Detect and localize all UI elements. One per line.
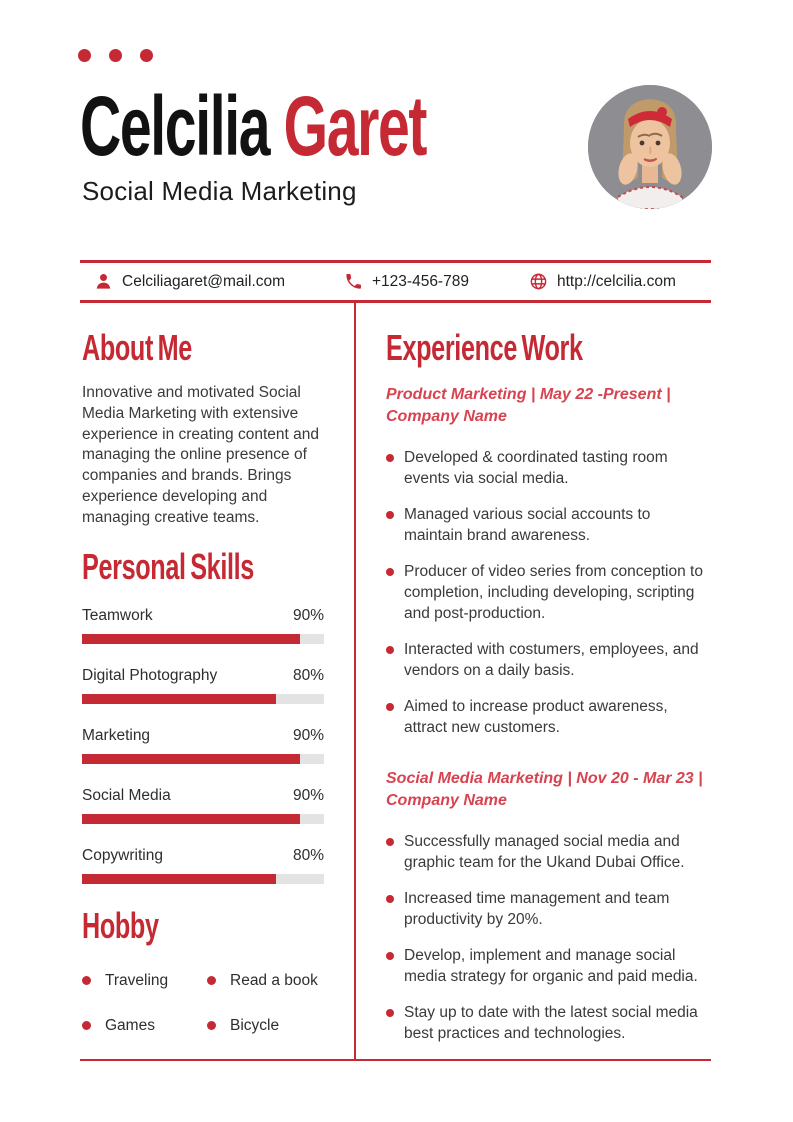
job-bullet bbox=[386, 696, 711, 738]
job-bullet bbox=[386, 504, 711, 546]
skill-bar-fill bbox=[82, 634, 300, 644]
bullet-dot-icon bbox=[386, 454, 394, 462]
skill-bar bbox=[82, 814, 324, 824]
content-columns bbox=[80, 302, 711, 1061]
bullet-text: Interacted with costumers, employees, and vendors on a daily basis. bbox=[404, 641, 699, 679]
job-bullet bbox=[386, 447, 711, 489]
bullet-dot-icon bbox=[386, 1009, 394, 1017]
job-heading bbox=[386, 768, 711, 811]
bullet-dot-icon bbox=[207, 976, 216, 985]
skill-label: Social Media bbox=[82, 786, 171, 804]
job-bullet bbox=[386, 888, 711, 930]
bullet-text: Successfully managed social media and graphic team for the Ukand Dubai Office. bbox=[404, 833, 685, 871]
skill-bar-fill bbox=[82, 874, 276, 884]
job-heading-line2: Company Name bbox=[386, 407, 507, 425]
bullet-dot-icon bbox=[386, 511, 394, 519]
hobby-item bbox=[207, 972, 324, 990]
bullet-text: Managed various social accounts to maintain brand awareness. bbox=[404, 506, 651, 544]
skill-label: Digital Photography bbox=[82, 666, 218, 684]
bullet-dot-icon bbox=[386, 895, 394, 903]
phone-text: +123-456-789 bbox=[372, 272, 469, 290]
first-name: Celcilia bbox=[80, 79, 270, 173]
website-text: http://celcilia.com bbox=[557, 272, 676, 290]
skill-label: Teamwork bbox=[82, 606, 153, 624]
skills-title: Personal Skills bbox=[82, 545, 254, 587]
skill-row bbox=[82, 607, 324, 644]
bullet-dot-icon bbox=[386, 952, 394, 960]
bullet-text: Develop, implement and manage social media strategy for organic and paid media. bbox=[404, 947, 698, 985]
bullet-dot-icon bbox=[386, 568, 394, 576]
skill-row bbox=[82, 787, 324, 824]
skill-percent: 90% bbox=[292, 786, 324, 804]
hobby-label: Read a book bbox=[230, 971, 318, 989]
job-bullet bbox=[386, 831, 711, 873]
bullet-dot-icon bbox=[82, 976, 91, 985]
hobby-item bbox=[82, 1017, 207, 1035]
person-name bbox=[80, 79, 427, 173]
skill-bar-fill bbox=[82, 694, 276, 704]
profile-photo bbox=[588, 85, 712, 209]
skill-bar bbox=[82, 754, 324, 764]
skill-label: Copywriting bbox=[82, 846, 163, 864]
about-title: About Me bbox=[82, 327, 192, 368]
skill-bar bbox=[82, 874, 324, 884]
right-column bbox=[356, 302, 711, 1059]
skill-percent: 90% bbox=[292, 606, 324, 624]
job-bullet bbox=[386, 1002, 711, 1044]
portrait-illustration bbox=[588, 85, 712, 209]
job-bullet bbox=[386, 561, 711, 624]
job-heading-line1: Product Marketing | May 22 -Present | bbox=[386, 386, 671, 403]
skills-list bbox=[82, 607, 324, 884]
bullet-dot-icon bbox=[386, 703, 394, 711]
skill-bar-fill bbox=[82, 754, 300, 764]
bullet-text: Developed & coordinated tasting room events via social media. bbox=[404, 449, 668, 487]
skill-percent: 90% bbox=[292, 726, 324, 744]
phone-icon bbox=[344, 272, 363, 291]
skill-percent: 80% bbox=[292, 846, 324, 864]
person-icon bbox=[94, 272, 113, 291]
job-bullet-list bbox=[386, 447, 711, 738]
bullet-dot-icon bbox=[82, 1021, 91, 1030]
left-column bbox=[80, 302, 356, 1059]
email-text: Celciliagaret@mail.com bbox=[122, 272, 286, 290]
job-subtitle: Social Media Marketing bbox=[82, 176, 357, 206]
hobby-item bbox=[207, 1017, 324, 1035]
globe-icon bbox=[529, 272, 548, 291]
skill-row bbox=[82, 847, 324, 884]
bullet-text: Increased time management and team productivity by 20%. bbox=[404, 890, 670, 928]
bullet-text: Aimed to increase product awareness, attract new customers. bbox=[404, 698, 668, 736]
skill-percent: 80% bbox=[292, 666, 324, 684]
hobby-list bbox=[82, 972, 324, 1035]
hobby-item bbox=[82, 972, 207, 990]
job-heading-line2: Company Name bbox=[386, 791, 507, 809]
decorative-dots bbox=[78, 49, 153, 62]
hobby-label: Traveling bbox=[105, 971, 169, 989]
about-text: Innovative and motivated Social Media Marketing with extensive experience in creating content and managing the online presence of companies and brands. Brings experience developing and managing creative teams. bbox=[82, 384, 319, 526]
bullet-text: Producer of video series from conception to completion, including developing, scripting and post-production. bbox=[404, 563, 703, 622]
skill-bar-fill bbox=[82, 814, 300, 824]
skill-row bbox=[82, 727, 324, 764]
contact-email bbox=[80, 272, 344, 291]
bullet-dot-icon bbox=[386, 646, 394, 654]
skill-bar bbox=[82, 694, 324, 704]
dot-icon bbox=[109, 49, 122, 62]
contact-bar bbox=[80, 260, 711, 303]
job-bullet bbox=[386, 639, 711, 681]
bullet-dot-icon bbox=[386, 838, 394, 846]
job-bullet bbox=[386, 945, 711, 987]
dot-icon bbox=[78, 49, 91, 62]
dot-icon bbox=[140, 49, 153, 62]
job-heading bbox=[386, 384, 711, 427]
bullet-dot-icon bbox=[207, 1021, 216, 1030]
bullet-text: Stay up to date with the latest social media best practices and technologies. bbox=[404, 1004, 698, 1042]
job-heading-line1: Social Media Marketing | Nov 20 - Mar 23 | bbox=[386, 770, 703, 787]
hobby-label: Bicycle bbox=[230, 1016, 280, 1034]
skill-bar bbox=[82, 634, 324, 644]
last-name: Garet bbox=[283, 79, 427, 173]
hobby-label: Games bbox=[105, 1016, 155, 1034]
contact-phone bbox=[344, 272, 529, 291]
skill-row bbox=[82, 667, 324, 704]
job-bullet-list bbox=[386, 831, 711, 1044]
contact-website bbox=[529, 272, 676, 291]
hobby-title: Hobby bbox=[82, 904, 159, 946]
skill-label: Marketing bbox=[82, 726, 151, 744]
experience-title: Experience Work bbox=[386, 327, 583, 368]
